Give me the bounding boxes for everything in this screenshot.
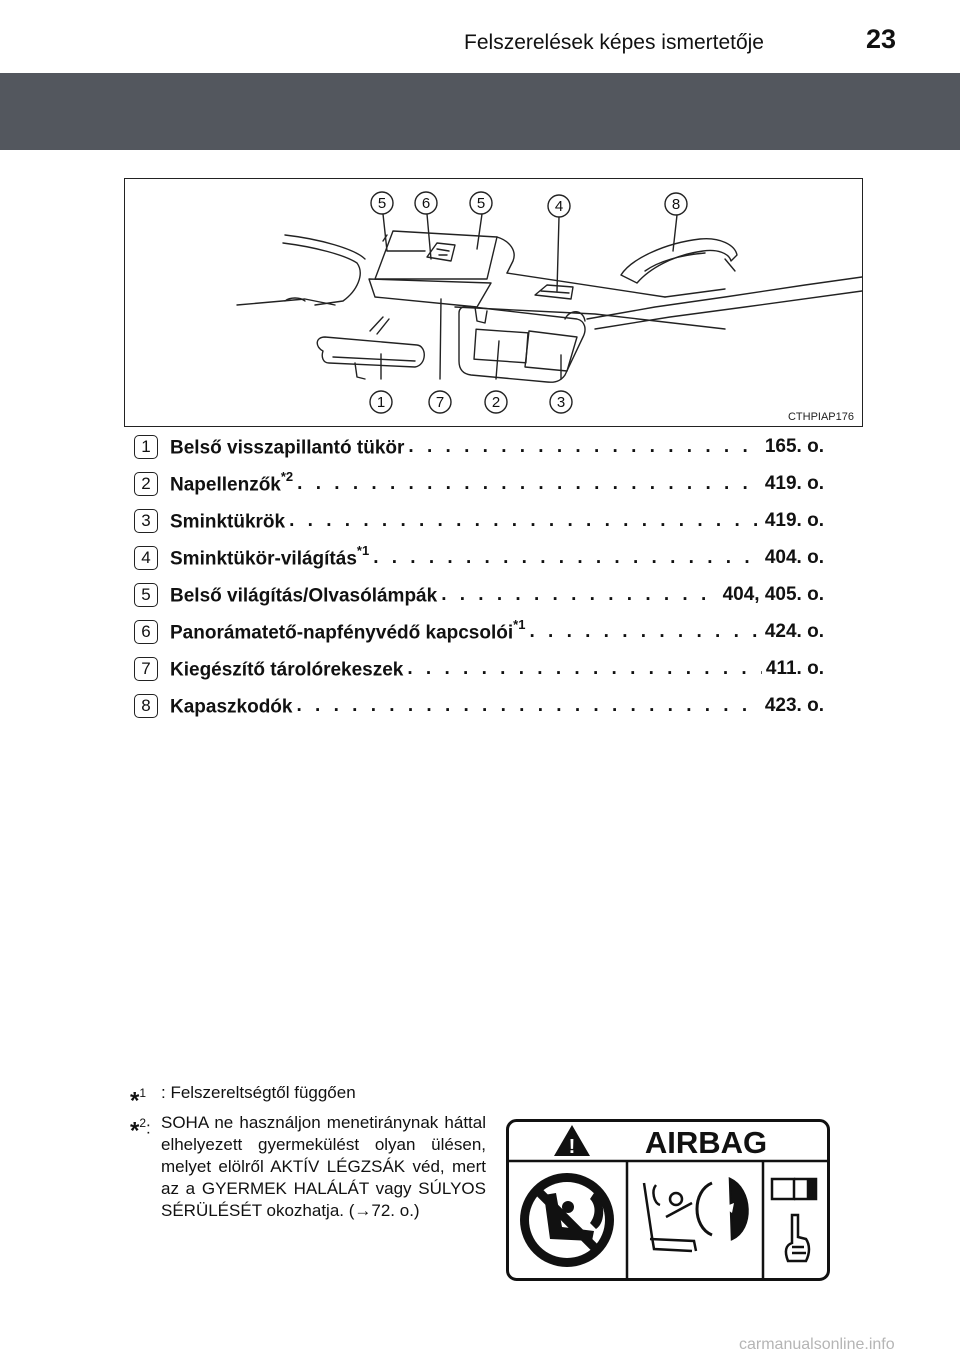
item-page: 419. o. — [764, 472, 824, 494]
callout-top-3: 5 — [476, 195, 486, 212]
list-item — [134, 687, 824, 724]
watermark: carmanualsonline.info — [739, 1336, 895, 1353]
item-page: 404, 405. o. — [722, 583, 824, 605]
list-item — [134, 576, 824, 613]
ceiling-drawing — [125, 179, 862, 426]
item-number: 8 — [134, 694, 158, 718]
airbag-title: AIRBAG — [644, 1125, 768, 1160]
callout-top-1: 5 — [377, 195, 387, 212]
item-number: 2 — [134, 472, 158, 496]
dot-leader — [297, 473, 761, 495]
footnote-1-text: : Felszereltségtől függően — [161, 1083, 356, 1102]
figure-code: CTHPIAP176 — [787, 411, 854, 423]
item-label: Kiegészítő tárolórekeszek — [170, 659, 404, 681]
callout-top-2: 6 — [421, 195, 431, 212]
item-label: Kapaszkodók — [170, 696, 293, 718]
dot-leader — [373, 547, 761, 569]
item-label: Belső világítás/Olvasólámpák — [170, 585, 438, 607]
item-number: 1 — [134, 435, 158, 459]
item-label: Belső visszapillantó tükör — [170, 437, 405, 459]
dot-leader — [408, 436, 760, 458]
item-page: 424. o. — [764, 620, 824, 642]
dot-leader — [289, 510, 761, 532]
item-page: 419. o. — [764, 509, 824, 531]
callout-bottom-1: 1 — [376, 394, 386, 411]
item-label: Panorámatető-napfényvédő kapcsolói$^{*1}$ — [170, 616, 526, 644]
callout-bottom-4: 3 — [556, 394, 566, 411]
dot-leader — [529, 621, 760, 643]
list-item — [134, 502, 824, 539]
item-list — [134, 428, 824, 724]
airbag-warning-label — [506, 1119, 830, 1281]
item-number: 4 — [134, 546, 158, 570]
no-child-seat-icon — [520, 1173, 614, 1267]
dot-leader — [296, 695, 760, 717]
warning-symbol: ! — [568, 1136, 576, 1158]
page-number: 23 — [865, 24, 896, 54]
item-page: 165. o. — [764, 435, 824, 457]
item-label: Sminktükrök — [170, 511, 286, 533]
list-item — [134, 650, 824, 687]
list-item — [134, 465, 824, 502]
ceiling-illustration — [124, 178, 863, 427]
callout-top-5: 8 — [671, 196, 681, 213]
item-number: 5 — [134, 583, 158, 607]
header-band — [0, 73, 960, 150]
item-label: Napellenzők$^{*2}$ — [170, 468, 294, 496]
callout-bottom-3: 2 — [491, 394, 501, 411]
list-item — [134, 539, 824, 576]
footnote-1: *$^1$ : Felszereltségtől függően — [130, 1083, 356, 1115]
item-number: 7 — [134, 657, 158, 681]
item-label: Sminktükör-világítás$^{*1}$ — [170, 542, 370, 570]
callout-top-4: 4 — [554, 198, 564, 215]
list-item — [134, 613, 824, 650]
item-page: 423. o. — [764, 694, 824, 716]
callout-bottom-2: 7 — [435, 394, 445, 411]
footnote-2: *$^2$: SOHA ne használjon menetiránynak háttal elhelyezett gyermekülést olyan ülésen, melyet elölről AKTÍV LÉGZSÁK véd, mert az a GYERMEK HALÁLÁT vagy SÚLYOS SÉRÜLÉSÉT okozhatja. (→72. o.) — [130, 1113, 486, 1220]
list-item — [134, 428, 824, 465]
item-number: 6 — [134, 620, 158, 644]
item-number: 3 — [134, 509, 158, 533]
dot-leader — [441, 584, 718, 606]
header-title: Felszerelések képes ismertetője — [464, 31, 764, 54]
item-page: 404. o. — [764, 546, 824, 568]
item-page: 411. o. — [765, 657, 824, 679]
dot-leader — [407, 658, 762, 680]
footnote-2-text: SOHA ne használjon menetiránynak háttal elhelyezett gyermekülést olyan ülésen, melyet elölről AKTÍV LÉGZSÁK véd, mert az a GYERMEK HALÁLÁT vagy SÚLYOS SÉRÜLÉSÉT okozhatja. (→72. o.) — [161, 1113, 486, 1220]
airbag-label-graphic — [506, 1119, 830, 1281]
